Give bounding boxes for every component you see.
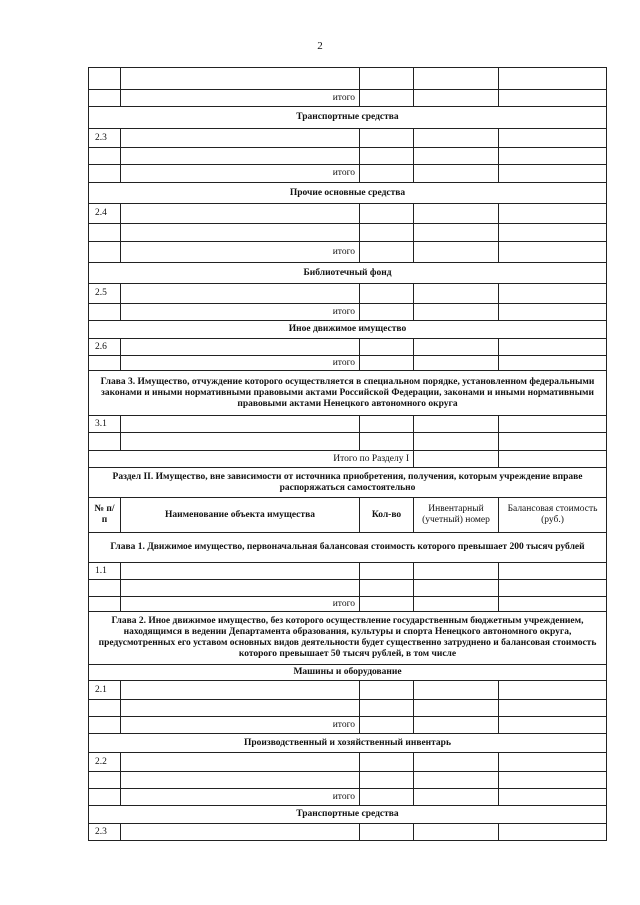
section-total-label: Итого по Разделу I	[89, 451, 414, 468]
itogo-label: итого	[121, 304, 360, 321]
col-header-num: № п/п	[89, 498, 121, 533]
table-row	[89, 165, 607, 183]
table-row	[89, 468, 607, 498]
category-heading: Иное движимое имущество	[89, 321, 607, 339]
table-row	[89, 339, 607, 356]
table-row	[89, 665, 607, 681]
table-row	[89, 356, 607, 371]
itogo-label: итого	[121, 90, 360, 107]
category-heading: Транспортные средства	[89, 806, 607, 824]
table-row	[89, 700, 607, 717]
col-header-name: Наименование объекта имущества	[121, 498, 360, 533]
category-heading: Прочие основные средства	[89, 183, 607, 204]
page-number: 2	[317, 40, 323, 52]
row-number: 2.3	[89, 824, 121, 841]
table-row	[89, 304, 607, 321]
table-header-row	[89, 498, 607, 533]
table-row	[89, 717, 607, 734]
table-row	[89, 183, 607, 204]
table-row	[89, 148, 607, 165]
table-row	[89, 681, 607, 700]
table-row	[89, 734, 607, 753]
row-number: 2.2	[89, 753, 121, 772]
category-heading: Производственный и хозяйственный инвентарь	[89, 734, 607, 753]
table-row	[89, 321, 607, 339]
table-row	[89, 204, 607, 224]
table-row	[89, 224, 607, 242]
table-row	[89, 563, 607, 580]
property-table	[88, 67, 607, 841]
table-row	[89, 597, 607, 612]
table-row	[89, 433, 607, 451]
col-header-inventory: Инвентарный (учетный) номер	[414, 498, 499, 533]
table-row	[89, 772, 607, 789]
itogo-label: итого	[121, 597, 360, 612]
table-row	[89, 90, 607, 107]
table-row	[89, 533, 607, 563]
table-row	[89, 263, 607, 284]
chapter-heading: Глава 2. Иное движимое имущество, без которого осуществление государственным бюджетным учреждением, находящимся в ведении Департамента образования, культуры и спорта Ненецкого автономного округа, предусмотренных его уставом основных видов деятельности будет существенно затруднено и балансовая стоимость которого превышает 50 тысяч рублей, в том числе	[89, 612, 607, 665]
row-number: 1.1	[89, 563, 121, 580]
category-heading: Библиотечный фонд	[89, 263, 607, 284]
table-row	[89, 824, 607, 841]
row-number: 2.4	[89, 204, 121, 224]
itogo-label: итого	[121, 717, 360, 734]
table-row	[89, 107, 607, 129]
chapter-heading: Глава 3. Имущество, отчуждение которого осуществляется в специальном порядке, установленном федеральными законами и иными нормативными правовыми актами Российской Федерации, законами и иными нормативными правовыми актами Ненецкого автономного округа	[89, 371, 607, 416]
row-number: 2.3	[89, 129, 121, 148]
table-row	[89, 68, 607, 90]
table-row	[89, 806, 607, 824]
table-row	[89, 129, 607, 148]
category-heading: Машины и оборудование	[89, 665, 607, 681]
table-row	[89, 580, 607, 597]
table-row	[89, 242, 607, 263]
col-header-balance: Балансовая стоимость (руб.)	[499, 498, 607, 533]
table-row	[89, 451, 607, 468]
itogo-label: итого	[121, 789, 360, 806]
row-number: 2.5	[89, 284, 121, 304]
table-row	[89, 416, 607, 433]
row-number: 2.1	[89, 681, 121, 700]
row-number: 3.1	[89, 416, 121, 433]
chapter-heading: Глава 1. Движимое имущество, первоначальная балансовая стоимость которого превышает 200 тысяч рублей	[89, 533, 607, 563]
table-row	[89, 753, 607, 772]
itogo-label: итого	[121, 165, 360, 183]
table-row	[89, 789, 607, 806]
category-heading: Транспортные средства	[89, 107, 607, 129]
itogo-label: итого	[121, 356, 360, 371]
row-number: 2.6	[89, 339, 121, 356]
table-row	[89, 284, 607, 304]
section-heading: Раздел II. Имущество, вне зависимости от источника приобретения, получения, которым учреждение вправе распоряжаться самостоятельно	[89, 468, 607, 498]
table-row	[89, 371, 607, 416]
col-header-qty: Кол-во	[360, 498, 414, 533]
itogo-label: итого	[121, 242, 360, 263]
table-row	[89, 612, 607, 665]
